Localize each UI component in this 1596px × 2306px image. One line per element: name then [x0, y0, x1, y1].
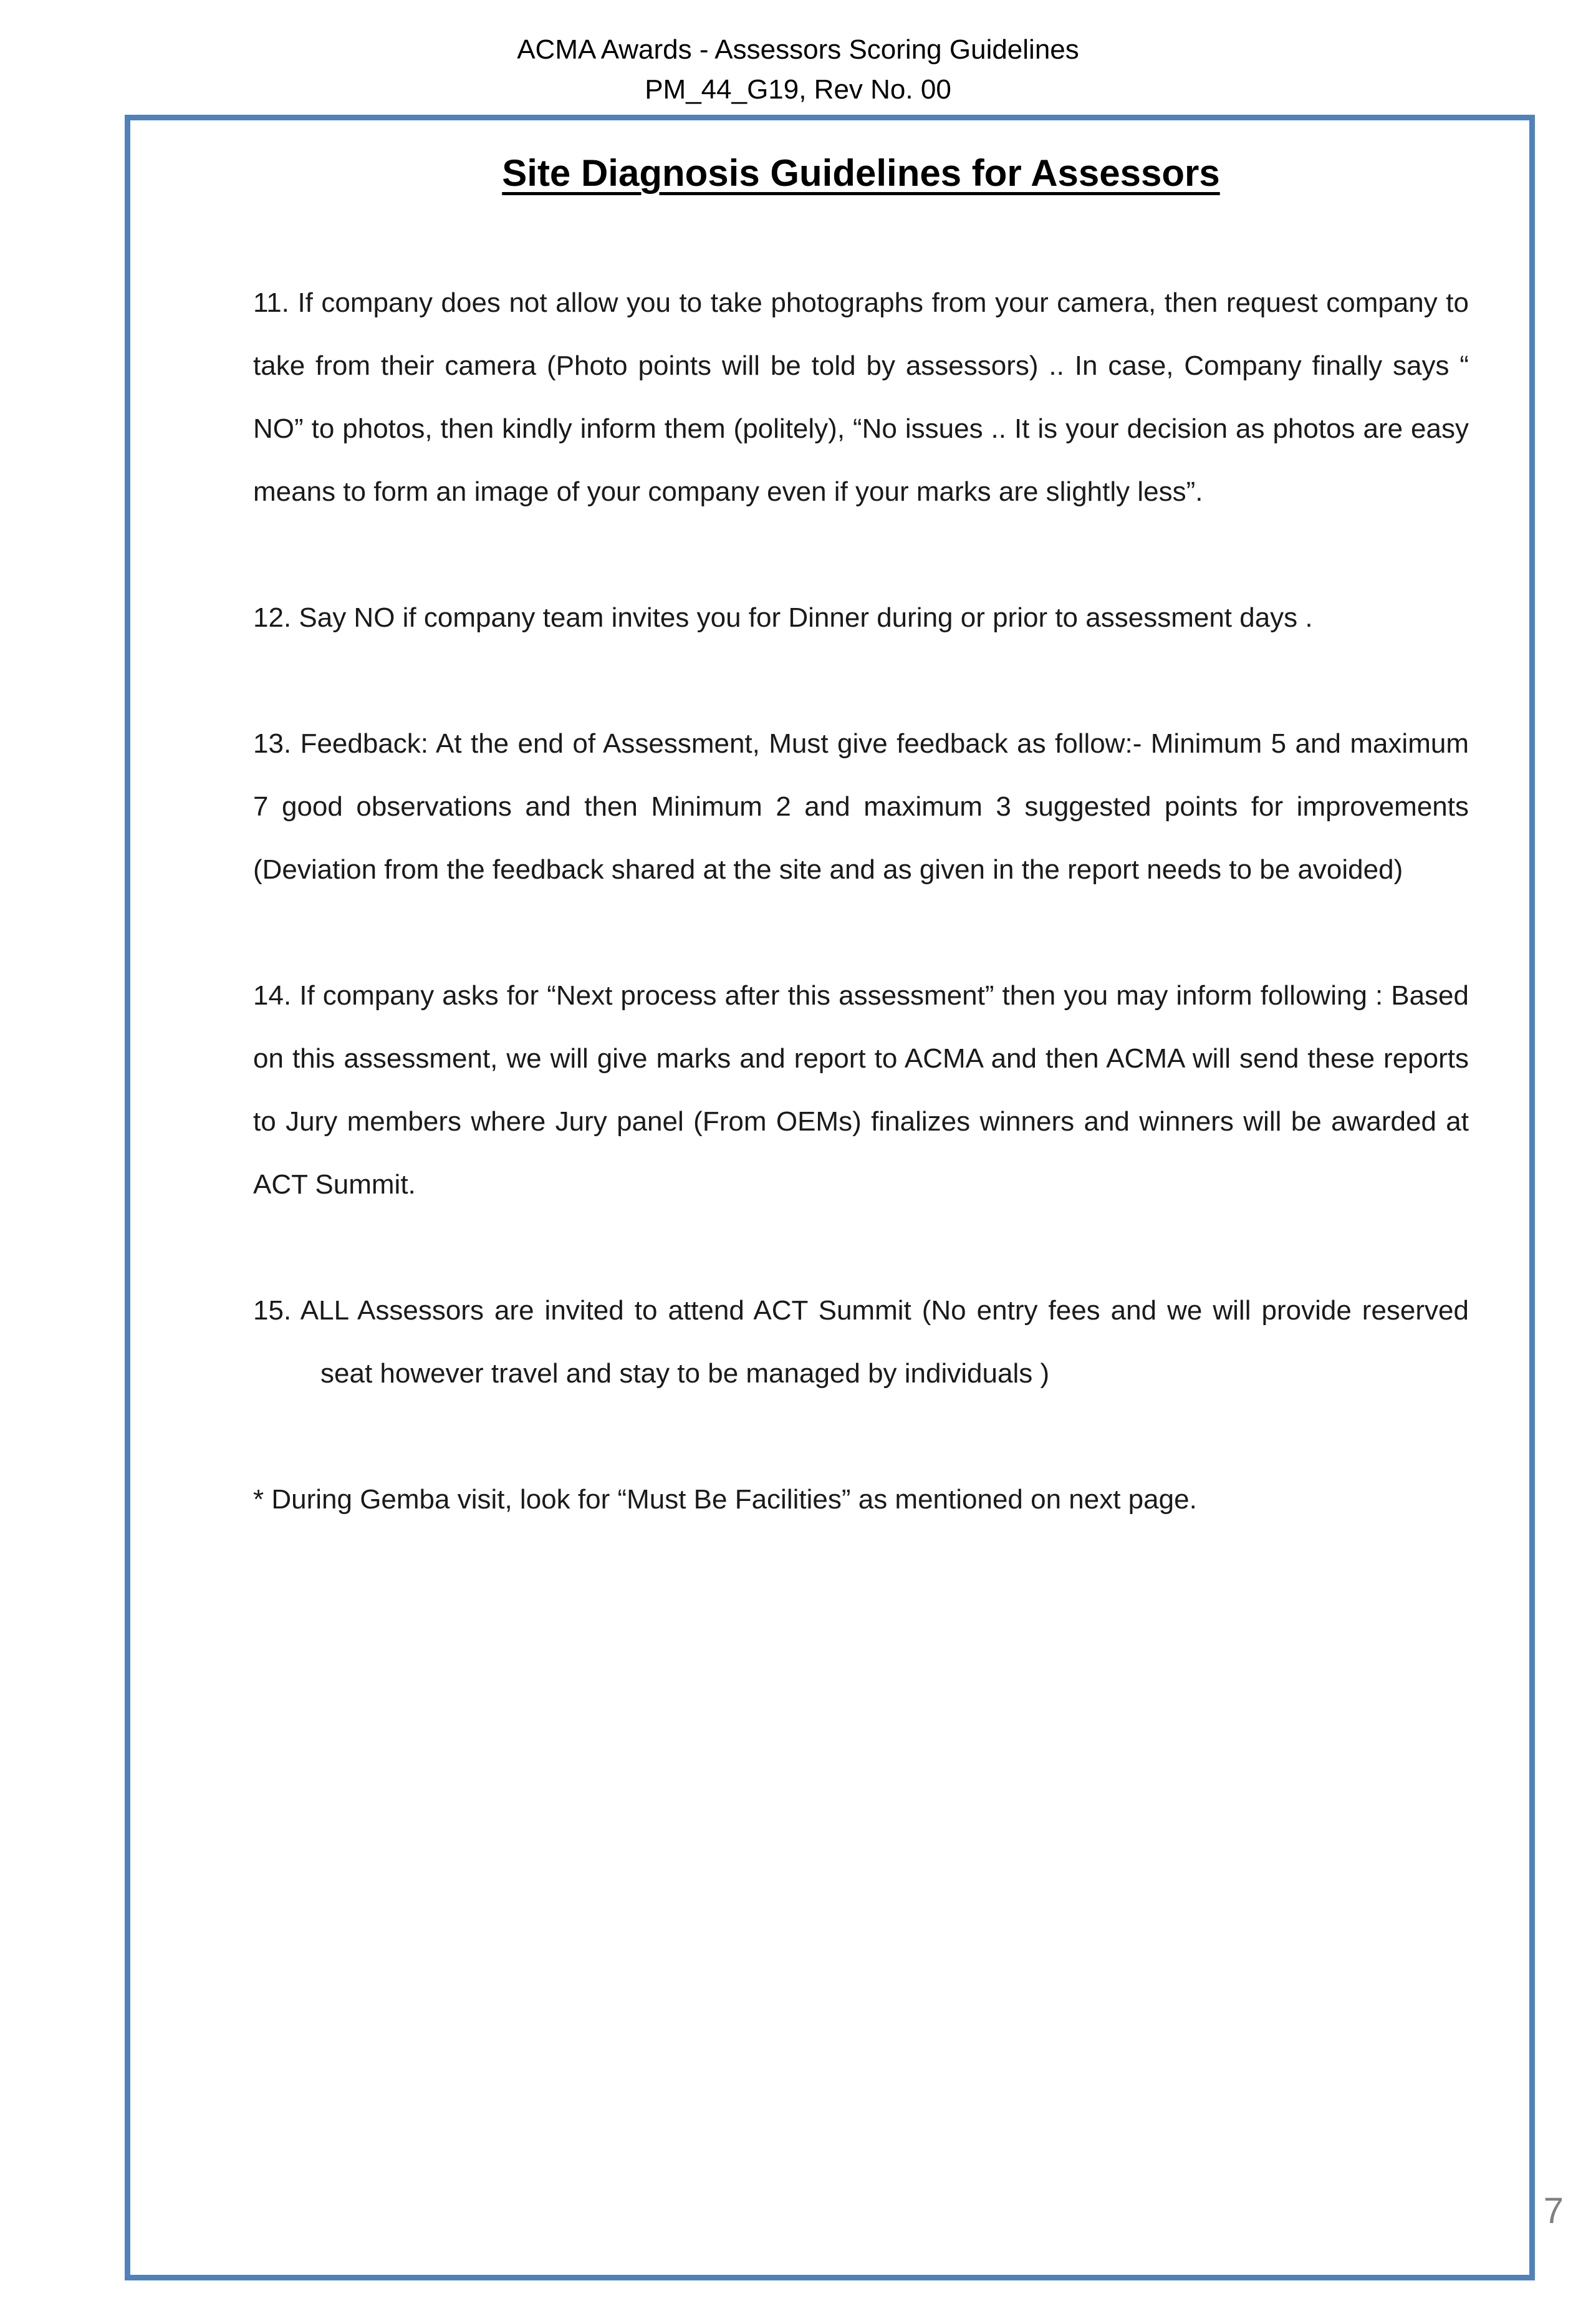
paragraph-15: 15. ALL Assessors are invited to attend ACT Summit (No entry fees and we will provide reserved seat however travel and stay to be managed by individuals ) — [253, 1295, 1469, 1389]
paragraph-12: 12. Say NO if company team invites you for Dinner during or prior to assessment days . — [253, 602, 1313, 633]
paragraph-13: 13. Feedback: At the end of Assessment, Must give feedback as follow:- Minimum 5 and maximum 7 good observations and then Minimum 2 and maximum 3 suggested points for improvements (Deviation from the feedback shared at the site and as given in the report needs to be avoided) — [253, 728, 1469, 885]
header-doc-reference: PM_44_G19, Rev No. 00 — [645, 74, 951, 105]
footnote: * During Gemba visit, look for “Must Be Facilities” as mentioned on next page. — [253, 1484, 1197, 1515]
page-number: 7 — [1543, 2191, 1564, 2231]
section-title: Site Diagnosis Guidelines for Assessors — [502, 152, 1220, 194]
header-title: ACMA Awards - Assessors Scoring Guidelines — [517, 34, 1079, 65]
document-header — [0, 0, 1596, 110]
content-border-box — [125, 115, 1535, 2280]
paragraph-14: 14. If company asks for “Next process after this assessment” then you may inform following : Based on this assessment, we will give marks and report to ACMA and then ACMA will send these reports to Jury members where Jury panel (From OEMs) finalizes winners and winners will be awarded at ACT Summit. — [253, 980, 1469, 1200]
paragraph-11: 11. If company does not allow you to take photographs from your camera, then request company to take from their camera (Photo points will be told by assessors) .. In case, Company finally says “ NO” to photos, then kindly inform them (politely), “No issues .. It is your decision as photos are easy means to form an image of your company even if your marks are slightly less”. — [253, 287, 1469, 507]
